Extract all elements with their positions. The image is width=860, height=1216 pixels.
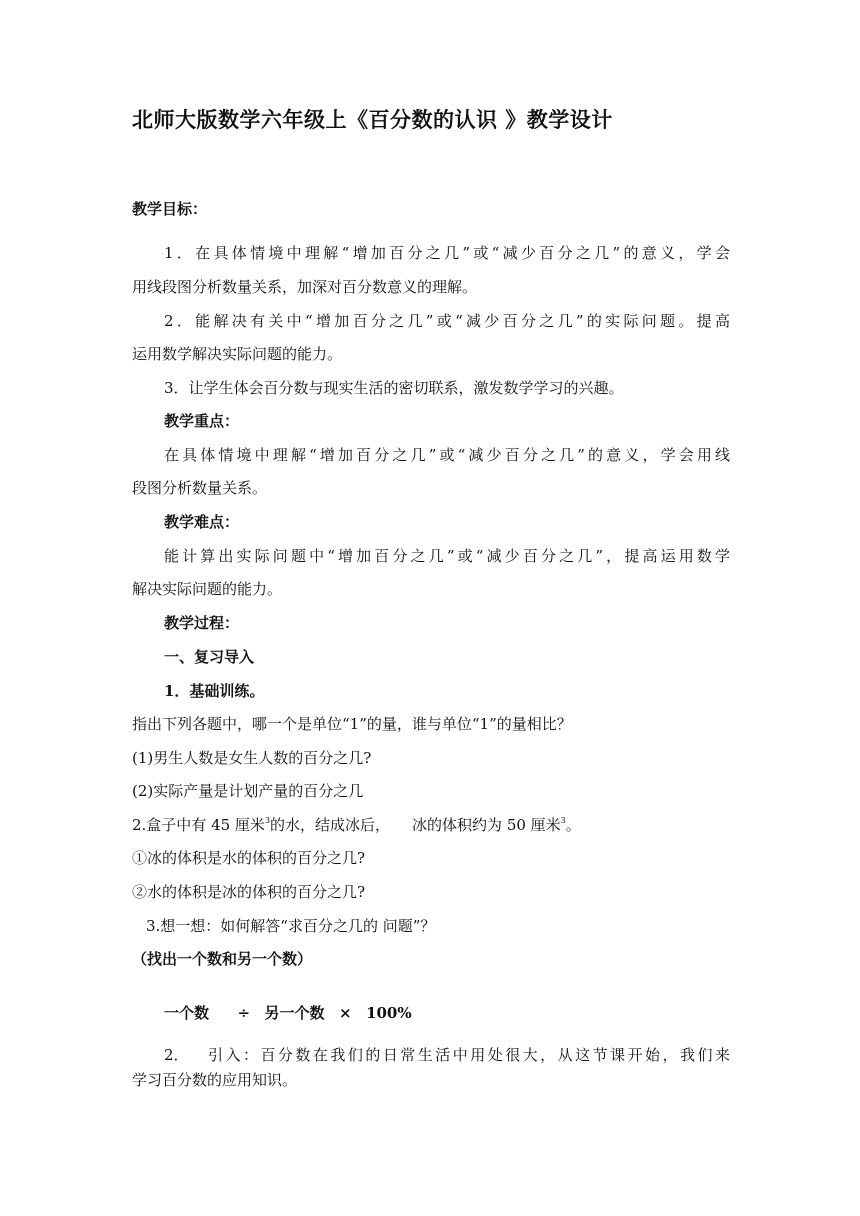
difficulties-line-2: 解决实际问题的能力。	[132, 580, 283, 598]
box-problem-part-2: 的水，结成冰后，	[270, 816, 391, 834]
key-points-heading: 教学重点：	[164, 412, 240, 430]
intro-line-2: 学习百分数的应用知识。	[132, 1071, 298, 1089]
box-problem-part-4: 。	[565, 816, 581, 834]
objective-2-line-1: 2．能解决有关中“增加百分之几”或“减少百分之几”的实际问题。提高	[164, 312, 730, 330]
objective-3: 3．让学生体会百分数与现实生活的密切联系，激发数学学习的兴趣。	[164, 379, 624, 397]
process-heading: 教学过程：	[164, 614, 240, 632]
cubic-superscript-1: 3	[264, 816, 271, 825]
difficulties-heading: 教学难点：	[164, 513, 240, 531]
difficulties-line-1: 能计算出实际问题中“增加百分之几”或“减少百分之几”，提高运用数学	[164, 547, 730, 565]
think-prompt: 3.想一想：如何解答“求百分之几的 问题”？	[146, 917, 436, 935]
key-points-line-1: 在具体情境中理解“增加百分之几”或“减少百分之几”的意义，学会用线	[164, 446, 730, 464]
box-problem-part-1: 2.盒子中有 45 厘米	[132, 816, 265, 834]
objectives-heading: 教学目标：	[132, 200, 208, 218]
training-instruction: 指出下列各题中，哪一个是单位“1”的量，谁与单位“1”的量相比？	[132, 715, 572, 733]
basic-training-heading: 1．基础训练。	[164, 682, 265, 700]
hint-text: （找出一个数和另一个数）	[132, 950, 313, 968]
formula-percent: 100%	[366, 1004, 412, 1022]
intro-line-1: 引入：百分数在我们的日常生活中用处很大，从这节课开始，我们来	[208, 1046, 730, 1064]
objective-2-line-2: 运用数学解决实际问题的能力。	[132, 345, 343, 363]
formula	[164, 1006, 412, 1021]
box-problem	[132, 818, 581, 833]
box-problem-part-3: 冰的体积约为 50 厘米	[412, 816, 561, 834]
intro-number: 2．	[164, 1046, 189, 1064]
cubic-superscript-2: 3	[560, 816, 566, 825]
question-1: (1)男生人数是女生人数的百分之几?	[132, 749, 372, 767]
divide-symbol: ÷	[237, 1004, 251, 1022]
section-1-heading: 一、复习导入	[164, 648, 255, 666]
formula-one-number: 一个数	[164, 1004, 210, 1022]
question-2: (2)实际产量是计划产量的百分之几	[132, 782, 364, 800]
document-title: 北师大版数学六年级上《百分数的认识 》教学设计	[132, 107, 613, 132]
ice-question-1: ①冰的体积是水的体积的百分之几?	[132, 849, 366, 867]
ice-question-2: ②水的体积是冰的体积的百分之几?	[132, 883, 366, 901]
objective-1-line-1: 1．在具体情境中理解“增加百分之几”或“减少百分之几”的意义，学会	[164, 244, 730, 262]
multiply-symbol: ×	[339, 1004, 352, 1022]
objective-1-line-2: 用线段图分析数量关系，加深对百分数意义的理解。	[132, 278, 478, 296]
formula-another-number: 另一个数	[264, 1004, 325, 1022]
key-points-line-2: 段图分析数量关系。	[132, 479, 268, 497]
